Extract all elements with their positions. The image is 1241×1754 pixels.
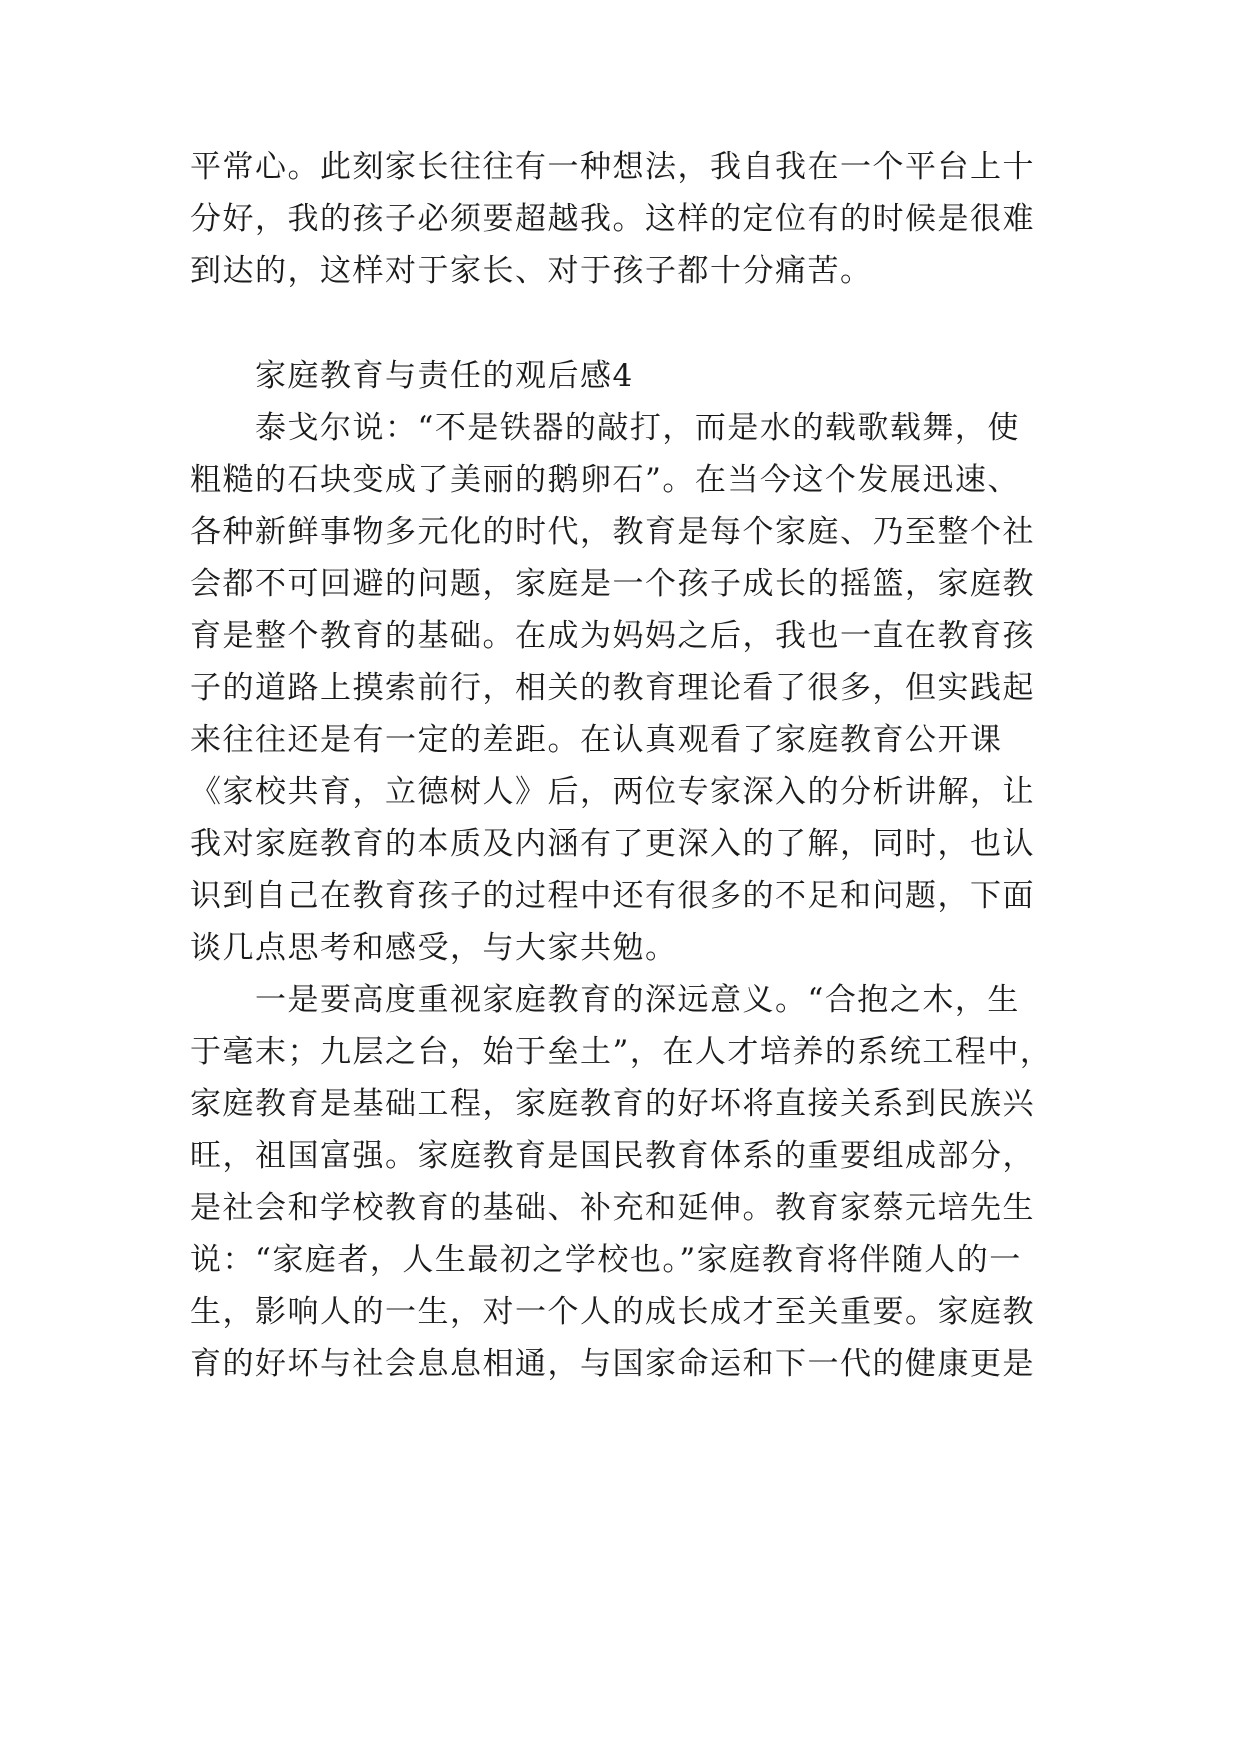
text-line: 子的道路上摸索前行，相关的教育理论看了很多，但实践起 <box>190 670 1035 706</box>
text-line: 到达的，这样对于家长、对于孩子都十分痛苦。 <box>190 253 873 289</box>
text-line: 育的好坏与社会息息相通，与国家命运和下一代的健康更是 <box>190 1346 1035 1382</box>
text-line: 一是要高度重视家庭教育的深远意义。“合抱之木，生 <box>255 982 1020 1018</box>
text-line: 谈几点思考和感受，与大家共勉。 <box>190 930 678 966</box>
text-line: 粗糙的石块变成了美丽的鹅卵石”。在当今这个发展迅速、 <box>190 462 1020 498</box>
text-line: 生，影响人的一生，对一个人的成长成才至关重要。家庭教 <box>190 1294 1035 1330</box>
text-line: 各种新鲜事物多元化的时代，教育是每个家庭、乃至整个社 <box>190 514 1035 550</box>
text-line: 我对家庭教育的本质及内涵有了更深入的了解，同时，也认 <box>190 826 1035 862</box>
text-line: 旺，祖国富强。家庭教育是国民教育体系的重要组成部分， <box>190 1138 1035 1174</box>
text-line: 育是整个教育的基础。在成为妈妈之后，我也一直在教育孩 <box>190 618 1035 654</box>
text-line: 《家校共育，立德树人》后，两位专家深入的分析讲解，让 <box>190 774 1035 810</box>
text-line: 识到自己在教育孩子的过程中还有很多的不足和问题，下面 <box>190 878 1035 914</box>
text-line: 于毫末；九层之台，始于垒土”，在人才培养的系统工程中， <box>190 1034 1053 1070</box>
text-line: 家庭教育是基础工程，家庭教育的好坏将直接关系到民族兴 <box>190 1086 1035 1122</box>
text-line: 会都不可回避的问题，家庭是一个孩子成长的摇篮，家庭教 <box>190 566 1035 602</box>
text-line: 是社会和学校教育的基础、补充和延伸。教育家蔡元培先生 <box>190 1190 1035 1226</box>
text-line: 说：“家庭者，人生最初之学校也。”家庭教育将伴随人的一 <box>190 1242 1022 1278</box>
text-line: 泰戈尔说：“不是铁器的敲打，而是水的载歌载舞，使 <box>255 410 1020 446</box>
text-line: 分好，我的孩子必须要超越我。这样的定位有的时候是很难 <box>190 201 1035 237</box>
text-line: 平常心。此刻家长往往有一种想法，我自我在一个平台上十 <box>190 149 1035 185</box>
section-title: 家庭教育与责任的观后感4 <box>255 358 634 394</box>
text-line: 来往往还是有一定的差距。在认真观看了家庭教育公开课 <box>190 722 1003 758</box>
